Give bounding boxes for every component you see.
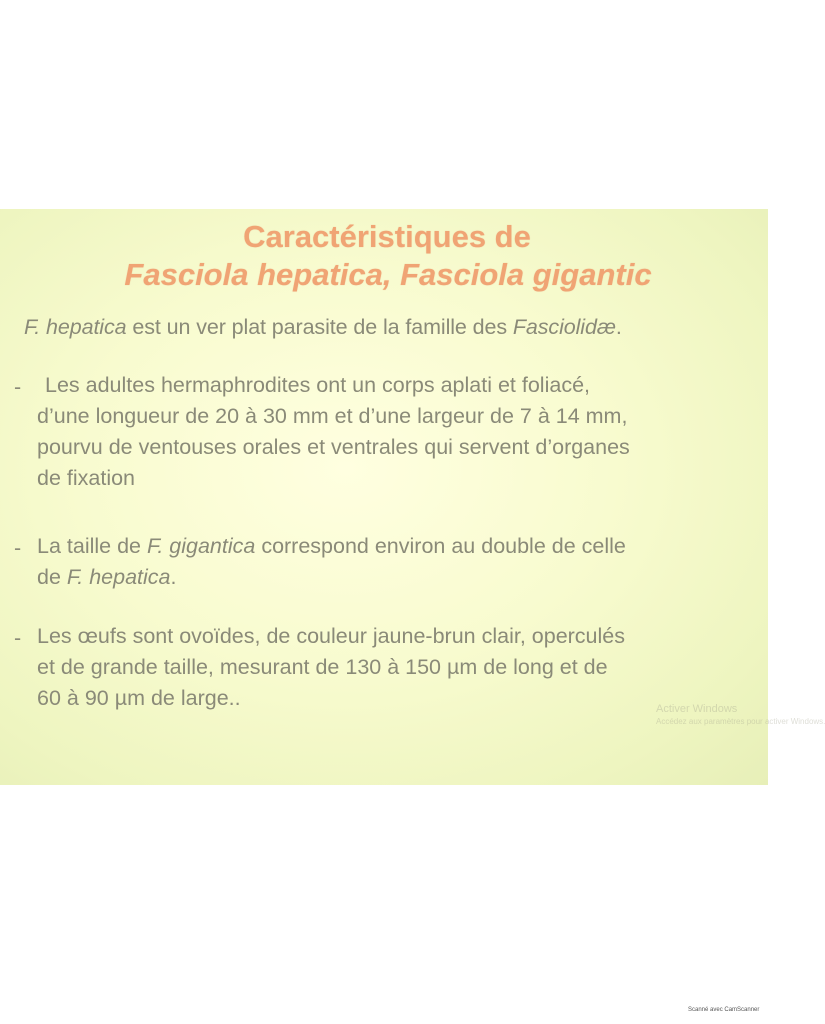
bullet-size-period: .	[170, 565, 177, 589]
watermark-subtitle: Accédez aux paramètres pour activer Windows.	[656, 717, 825, 726]
bullet-adults-line-3: pourvu de ventouses orales et ventrales qui servent d’organes	[37, 435, 630, 459]
bullet-eggs	[37, 621, 625, 714]
bullet-eggs-line-3: 60 à 90 µm de large..	[37, 686, 241, 710]
bullet-size-text: correspond environ au double de celle	[255, 534, 626, 558]
intro-species-name: F. hepatica	[24, 315, 127, 339]
species-hepatica: F. hepatica	[66, 565, 171, 589]
bullet-eggs-line-2: et de grande taille, mesurant de 130 à 150 µm de long et de	[37, 655, 608, 679]
bullet-size	[37, 531, 626, 593]
bullet-dash: -	[14, 375, 22, 399]
intro-period: .	[615, 315, 622, 339]
scanner-credit: Scanné avec CamScanner	[688, 1007, 760, 1013]
bullet-size-text: de	[37, 565, 67, 589]
bullet-size-text: La taille de	[37, 534, 147, 558]
species-gigantica: F. gigantica	[146, 534, 256, 558]
bullet-adults-line-4: de fixation	[37, 466, 136, 490]
watermark-title: Activer Windows	[656, 703, 738, 715]
bullet-dash: -	[14, 536, 22, 560]
windows-activation-watermark	[656, 703, 825, 726]
bullet-adults-line-1: Les adultes hermaphrodites ont un corps aplati et foliacé,	[45, 373, 590, 397]
bullet-size-line-2	[37, 562, 626, 593]
projected-slide	[0, 209, 825, 785]
bullet-dash: -	[14, 626, 22, 650]
bullet-eggs-line-1: Les œufs sont ovoïdes, de couleur jaune-brun clair, operculés	[37, 624, 625, 648]
intro-middle-text: est un ver plat parasite de la famille des	[126, 315, 513, 339]
bullet-adults	[37, 370, 630, 494]
slide-title-line-1: Caractéristiques de	[243, 219, 531, 254]
bullet-adults-line-2: d’une longueur de 20 à 30 mm et d’une largeur de 7 à 14 mm,	[37, 404, 628, 428]
intro-family-name: Fasciolidæ	[512, 315, 616, 339]
intro-sentence	[24, 315, 622, 340]
bullet-size-line-1	[37, 531, 626, 562]
slide-title-line-2: Fasciola hepatica, Fasciola gigantic	[124, 257, 652, 292]
